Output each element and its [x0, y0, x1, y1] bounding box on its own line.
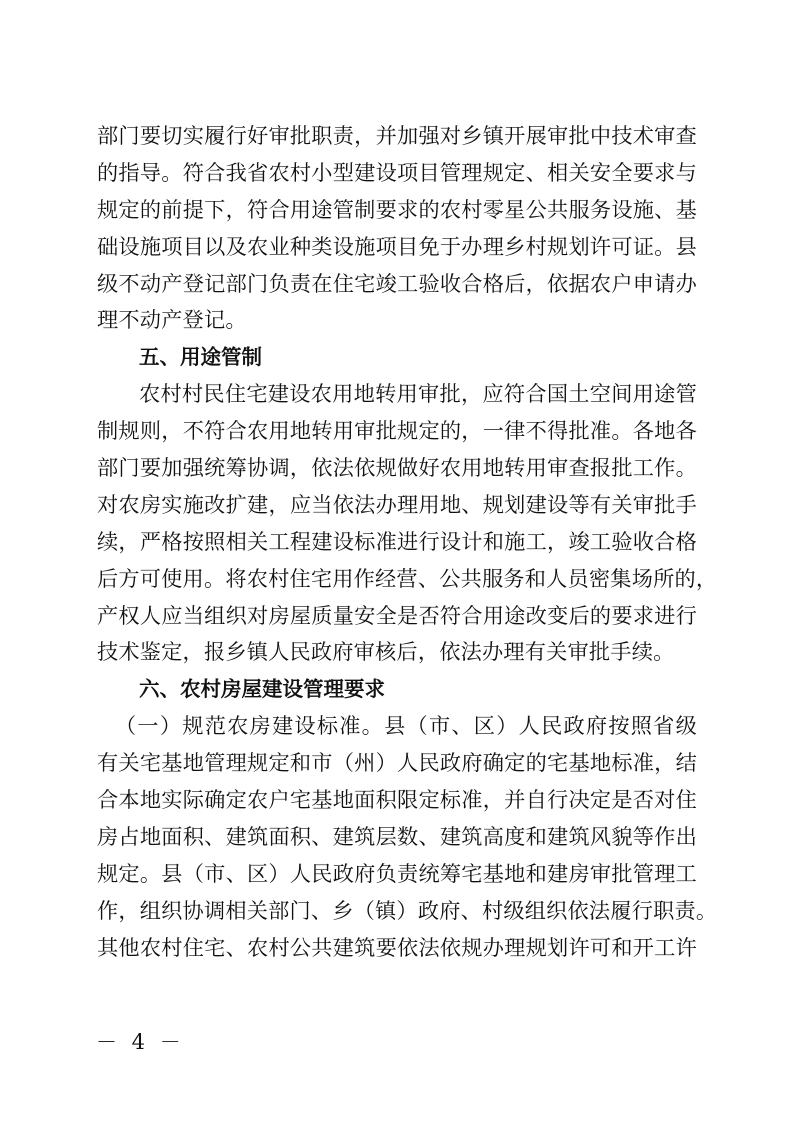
- paragraph-line: 后方可使用。将农村住宅用作经营、公共服务和人员密集场所的，: [97, 565, 718, 591]
- paragraph-line: 理不动产登记。: [97, 307, 247, 333]
- section-heading-construction-requirements: 六、农村房屋建设管理要求: [139, 677, 385, 702]
- paragraph-line: 对农房实施改扩建，应当依法办理用地、规划建设等有关审批手: [97, 491, 697, 517]
- paragraph-line: 技术鉴定，报乡镇人民政府审核后，依法办理有关审批手续。: [97, 639, 675, 665]
- paragraph-line: 产权人应当组织对房屋质量安全是否符合用途改变后的要求进行: [97, 602, 697, 628]
- paragraph-line: 级不动产登记部门负责在住宅竣工验收合格后，依据农户申请办: [97, 270, 697, 296]
- paragraph-line: 续，严格按照相关工程建设标准进行设计和施工，竣工验收合格: [97, 528, 697, 554]
- document-body: [97, 118, 718, 966]
- section-heading-usage-control: 五、用途管制: [139, 345, 262, 370]
- paragraph-line: 础设施项目以及农业种类设施项目免于办理乡村规划许可证。县: [97, 233, 697, 259]
- paragraph-line: 其他农村住宅、农村公共建筑要依法依规办理规划许可和开工许: [97, 934, 697, 960]
- paragraph-line: 有关宅基地管理规定和市（州）人民政府确定的宅基地标准，结: [97, 750, 697, 776]
- paragraph-line: 规定。县（市、区）人民政府负责统筹宅基地和建房审批管理工: [97, 860, 697, 886]
- paragraph-line: 农村村民住宅建设农用地转用审批，应符合国土空间用途管: [139, 381, 697, 407]
- paragraph-line: 规定的前提下，符合用途管制要求的农村零星公共服务设施、基: [97, 196, 697, 222]
- paragraph-line: 的指导。符合我省农村小型建设项目管理规定、相关安全要求与: [97, 159, 697, 185]
- paragraph-line: 部门要切实履行好审批职责，并加强对乡镇开展审批中技术审查: [97, 123, 697, 148]
- paragraph-line: 部门要加强统筹协调，依法依规做好农用地转用审查报批工作。: [97, 455, 697, 481]
- paragraph-line: （一）规范农房建设标准。县（市、区）人民政府按照省级: [115, 713, 697, 739]
- paragraph-line: 房占地面积、建筑面积、建筑层数、建筑高度和建筑风貌等作出: [97, 823, 697, 849]
- paragraph-line: 作，组织协调相关部门、乡（镇）政府、村级组织依法履行职责。: [97, 897, 718, 923]
- paragraph-line: 制规则，不符合农用地转用审批规定的，一律不得批准。各地各: [97, 418, 697, 444]
- paragraph-line: 合本地实际确定农户宅基地面积限定标准，并自行决定是否对住: [97, 787, 697, 813]
- page-number: － 4 －: [96, 1030, 185, 1054]
